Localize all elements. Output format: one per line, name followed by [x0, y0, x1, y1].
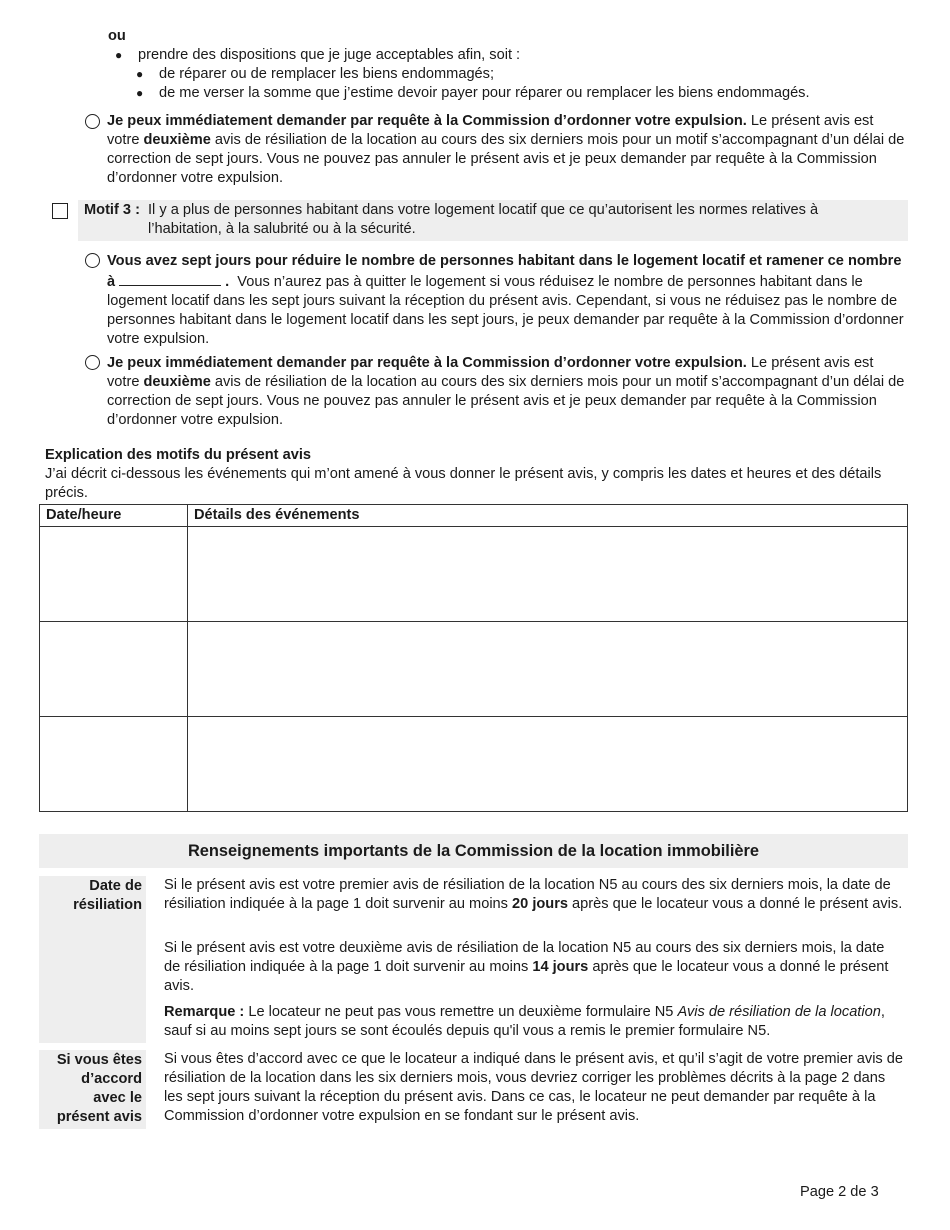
- info-paragraph-first-notice: Si le présent avis est votre premier avis de résiliation de la location N5 au cours des six derniers mois, la date de résiliation indiquée à la page 1 doit survenir au moins 20 jours après que le locateur vous a donné le présent avis.: [164, 877, 903, 912]
- label-line: avec le: [93, 1090, 142, 1106]
- explanation-title: Explication des motifs du présent avis: [45, 447, 312, 463]
- details-cell[interactable]: [188, 622, 908, 717]
- table-row: [40, 527, 908, 622]
- motif3-label: Motif 3 :: [84, 202, 140, 218]
- table-row: [40, 622, 908, 717]
- info-paragraph-agree: Si vous êtes d’accord avec ce que le locateur a indiqué dans le présent avis, et qu’il s’agit de votre premier avis de résiliation de la location dans les six derniers mois, vous devriez corriger les problèmes décrits à la page 2 dans les sept jours suivant la réception du présent avis. Dans ce cas, le locateur ne peut demander par requête à la Commission d’ordonner votre expulsion en se fondant sur le présent avis.: [164, 1051, 904, 1124]
- option-immediate-eviction-text: Je peux immédiatement demander par requête à la Commission d’ordonner votre expulsion. Le présent avis est votre deuxième avis de résiliation de la location au cours des six derniers mois pour un motif s’accompagnant d’un délai de correction de sept jours. Vous ne pouvez pas annuler le présent avis et je peux demander par requête à la Commission d’ordonner votre expulsion.: [107, 113, 905, 186]
- table-row: [40, 717, 908, 812]
- table-header-row: [40, 505, 908, 527]
- label-line: d’accord: [81, 1071, 142, 1087]
- termination-date-label: [39, 876, 146, 1043]
- info-paragraph-remark: Remarque : Le locateur ne peut pas vous remettre un deuxième formulaire N5 Avis de résiliation de la location, sauf si au moins sept jours se sont écoulés depuis qu'il vous a remis le premier formulaire N5.: [164, 1004, 885, 1039]
- sub-bullet-text: de réparer ou de remplacer les biens endommagés;: [159, 66, 495, 82]
- events-table: [39, 504, 908, 812]
- column-date: Date/heure: [40, 505, 188, 527]
- occupants-number-input[interactable]: [119, 271, 221, 286]
- or-label: ou: [108, 28, 126, 44]
- option-reduce-occupants-text: Vous avez sept jours pour réduire le nombre de personnes habitant dans le logement locatif et ramener ce nombre à . Vous n’aurez pas à quitter le logement si vous réduisez le nombre de personnes habitant dans le logement locatif dans les sept jours suivant la réception du présent avis. Cependant, si vous ne réduisez pas le nombre de personnes habitant dans le logement locatif dans les sept jours, je peux demander par requête à la Commission d’ordonner votre expulsion.: [107, 253, 904, 347]
- label-line: présent avis: [56, 1109, 142, 1125]
- info-paragraph-second-notice: Si le présent avis est votre deuxième avis de résiliation de la location N5 au cours des six derniers mois, la date de résiliation indiquée à la page 1 doit survenir au moins 14 jours après que le locateur vous a donné le présent avis.: [164, 940, 889, 994]
- label-line: Date de: [89, 878, 142, 894]
- date-cell[interactable]: [40, 622, 188, 717]
- motif3-description: Il y a plus de personnes habitant dans votre logement locatif que ce qu’autorisent les normes relatives à: [148, 202, 819, 218]
- details-cell[interactable]: [188, 527, 908, 622]
- info-section-header: Renseignements importants de la Commission de la location immobilière: [39, 834, 908, 868]
- label-line: Si vous êtes: [56, 1052, 142, 1068]
- bullet-text: prendre des dispositions que je juge acceptables afin, soit :: [138, 47, 521, 63]
- date-cell[interactable]: [40, 527, 188, 622]
- sub-bullet-text: de me verser la somme que j’estime devoir payer pour réparer ou remplacer les biens endommagés.: [159, 85, 810, 101]
- label-line: résiliation: [73, 897, 142, 913]
- explanation-text: J’ai décrit ci-dessous les événements qui m’ont amené à vous donner le présent avis, y compris les dates et heures et des détails précis.: [45, 466, 882, 501]
- bullet-icon: ●: [136, 86, 144, 100]
- option-immediate-eviction-text: Je peux immédiatement demander par requête à la Commission d’ordonner votre expulsion. Le présent avis est votre deuxième avis de résiliation de la location au cours des six derniers mois pour un motif s’accompagnant d’un délai de correction de sept jours. Vous ne pouvez pas annuler le présent avis et je peux demander par requête à la Commission d’ordonner votre expulsion.: [107, 355, 905, 428]
- option-immediate-eviction-radio[interactable]: [85, 355, 100, 370]
- motif3-description: l’habitation, à la salubrité ou à la sécurité.: [148, 221, 416, 237]
- agree-label: [39, 1050, 146, 1129]
- page-number: Page 2 de 3: [800, 1184, 879, 1200]
- option-immediate-eviction-radio[interactable]: [85, 114, 100, 129]
- bullet-icon: ●: [136, 67, 144, 81]
- motif3-checkbox[interactable]: [52, 203, 68, 219]
- date-cell[interactable]: [40, 717, 188, 812]
- column-details: Détails des événements: [188, 505, 908, 527]
- details-cell[interactable]: [188, 717, 908, 812]
- bullet-icon: ●: [115, 48, 123, 62]
- option-reduce-occupants-radio[interactable]: [85, 253, 100, 268]
